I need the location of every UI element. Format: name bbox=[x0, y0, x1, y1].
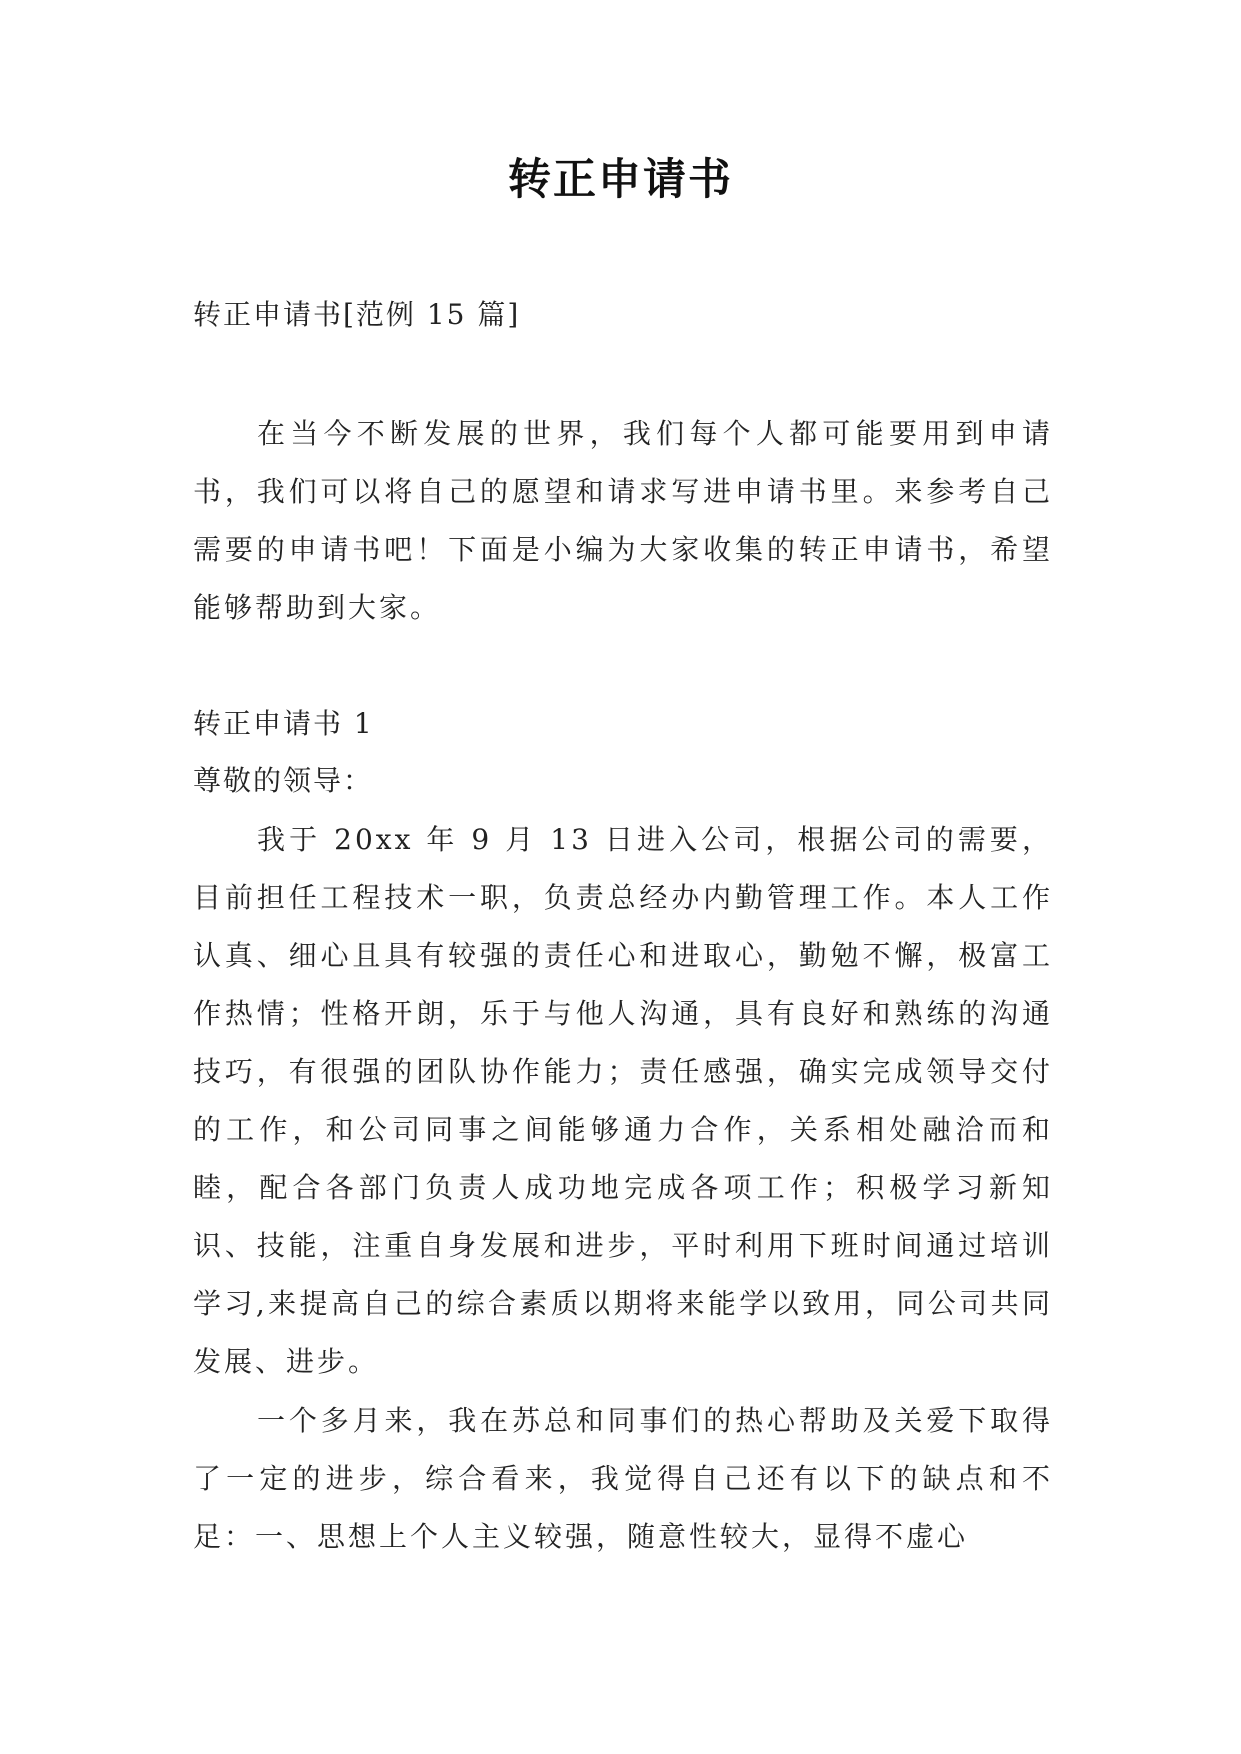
body-paragraph-2: 一个多月来，我在苏总和同事们的热心帮助及关爱下取得了一定的进步，综合看来，我觉得自己还有以下的缺点和不足：一、思想上个人主义较强，随意性较大，显得不虚心 bbox=[193, 1404, 1053, 1553]
salutation: 尊敬的领导： bbox=[193, 764, 374, 797]
document-subtitle: 转正申请书[范例 15 篇] bbox=[193, 298, 521, 331]
section-heading: 转正申请书 1 bbox=[193, 707, 374, 740]
intro-paragraph: 在当今不断发展的世界，我们每个人都可能要用到申请书，我们可以将自己的愿望和请求写进申请书里。来参考自己需要的申请书吧！下面是小编为大家收集的转正申请书，希望能够帮助到大家。 bbox=[193, 417, 1053, 624]
document-title: 转正申请书 bbox=[508, 155, 733, 205]
body-paragraph-1: 我于 20xx 年 9 月 13 日进入公司，根据公司的需要，目前担任工程技术一职，负责总经办内勤管理工作。本人工作认真、细心且具有较强的责任心和进取心，勤勉不懈，极富工作热情；性格开朗，乐于与他人沟通，具有良好和熟练的沟通技巧，有很强的团队协作能力；责任感强，确实完成领导交付的工作，和公司同事之间能够通力合作，关系相处融洽而和睦，配合各部门负责人成功地完成各项工作；积极学习新知识、技能，注重自身发展和进步，平时利用下班时间通过培训学习,来提高自己的综合素质以期将来能学以致用，同公司共同发展、进步。 bbox=[193, 823, 1053, 1378]
